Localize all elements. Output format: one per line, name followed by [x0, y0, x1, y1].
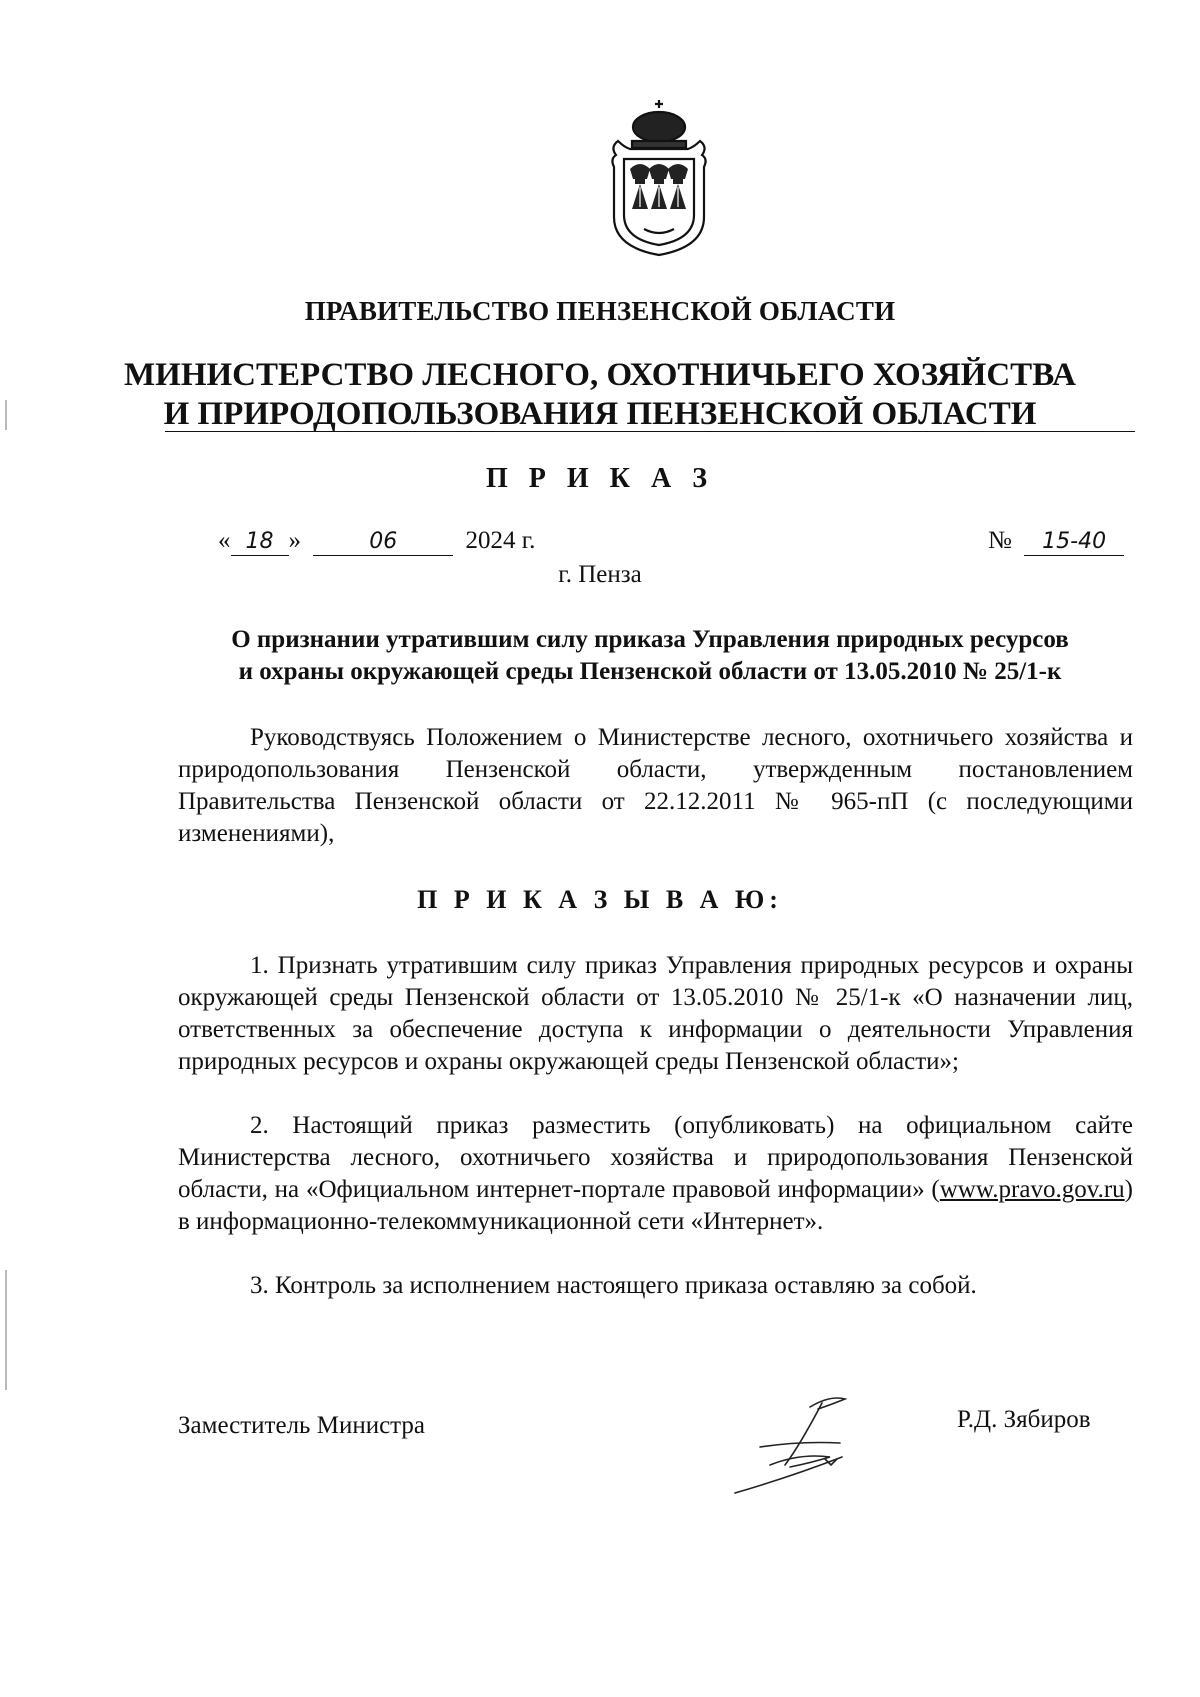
date-day: 18 [231, 529, 289, 556]
order-item-3: 3. Контроль за исполнением настоящего приказа оставляю за собой. [250, 1272, 977, 1299]
order-item-1: 1. Признать утратившим силу приказ Управления природных ресурсов и охраны окружающей среды Пензенской области от 13.05.2010 № 25/1-к «О назначении лиц, ответственных за обеспечение доступа к информации о деятельности Управления природных ресурсов и охраны окружающей среды Пензенской области»; [178, 952, 1133, 1075]
order-item-2-text: 2. Настоящий приказ разместить (опубликовать) на официальном сайте Министерства лесного, охотничьего хозяйства и природопользования Пензенской области, на «Официальном интернет-портале правовой информации» ( [178, 1112, 1133, 1203]
heading-line-2: и охраны окружающей среды Пензенской области от 13.05.2010 № 25/1-к [238, 658, 1062, 685]
number-label: № [988, 527, 1012, 554]
order-item-2 [178, 1110, 1133, 1238]
order-item-2-tail: ) в информационно-телекоммуникационной сети «Интернет». [178, 1176, 1133, 1235]
order-date [218, 527, 535, 556]
pravo-link[interactable]: www.pravo.gov.ru [939, 1176, 1125, 1203]
header-divider [165, 431, 1135, 432]
date-close-quote: » [288, 527, 301, 554]
document-type: П Р И К А З [486, 463, 714, 494]
date-open-quote: « [218, 527, 231, 554]
date-year: 2024 г. [465, 527, 536, 554]
date-month: 06 [313, 529, 453, 556]
order-heading [165, 624, 1135, 688]
signatory-title: Заместитель Министра [178, 1412, 425, 1439]
ministry-name [0, 356, 1200, 434]
signatory-name: Р.Д. Зябиров [957, 1406, 1091, 1433]
ministry-line-2: И ПРИРОДОПОЛЬЗОВАНИЯ ПЕНЗЕНСКОЙ ОБЛАСТИ [163, 396, 1037, 432]
order-number [988, 527, 1124, 556]
penza-coat-of-arms-icon [604, 97, 714, 259]
order-word: П Р И К А З Ы В А Ю: [417, 885, 783, 914]
scan-margin-mark [5, 400, 7, 430]
city: г. Пенза [558, 561, 642, 588]
ministry-line-1: МИНИСТЕРСТВО ЛЕСНОГО, ОХОТНИЧЬЕГО ХОЗЯЙСТВА [124, 357, 1076, 393]
number-value: 15-40 [1024, 529, 1124, 556]
heading-line-1: О признании утратившим силу приказа Управления природных ресурсов [231, 626, 1069, 653]
government-name: ПРАВИТЕЛЬСТВО ПЕНЗЕНСКОЙ ОБЛАСТИ [304, 296, 896, 326]
preamble: Руководствуясь Положением о Министерстве лесного, охотничьего хозяйства и природопользования Пензенской области, утвержденным постановлением Правительства Пензенской области от 22.12.2011 № 965-пП (с последующими изменениями), [178, 724, 1133, 847]
handwritten-signature [730, 1385, 880, 1505]
scan-margin-mark [5, 1270, 7, 1390]
